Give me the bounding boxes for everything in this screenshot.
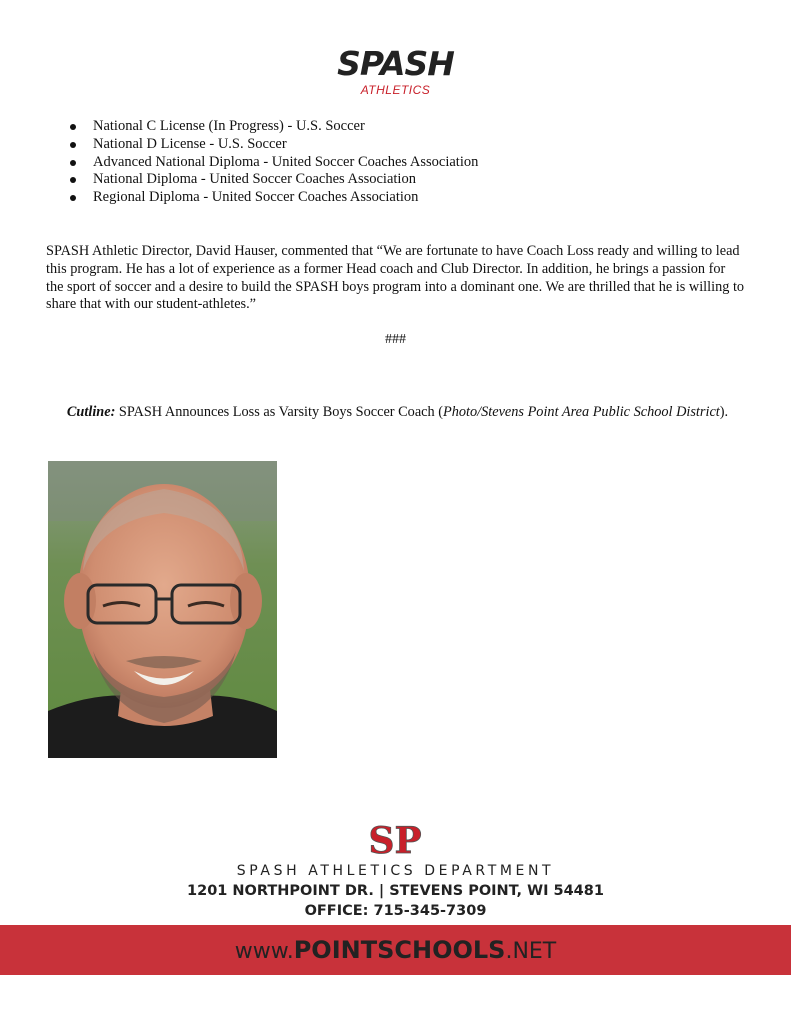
cutline-credit: Photo/Stevens Point Area Public School District [443,404,720,420]
logo-subtitle: ATHLETICS [360,83,431,97]
spash-athletics-logo [0,45,791,97]
credential-item: National D License - U.S. Soccer [70,136,478,154]
url-prefix: www. [234,939,294,964]
credential-item: National C License (In Progress) - U.S. Soccer [70,118,478,136]
end-mark: ### [385,332,406,347]
department-address: 1201 NORTHPOINT DR. | STEVENS POINT, WI 54481 [187,883,604,899]
cutline-label: Cutline: [66,404,116,420]
department-name: SPASH ATHLETICS DEPARTMENT [236,863,555,879]
office-phone: OFFICE: 715-345-7309 [304,903,487,919]
url-domain: POINTSCHOOLS [293,936,506,964]
website-url [0,935,791,967]
logo-title: SPASH [337,44,454,83]
photo-cutline [60,404,735,422]
credential-item: National Diploma - United Soccer Coaches Association [70,171,478,189]
coach-portrait-photo [48,461,277,758]
credentials-list [70,118,478,207]
url-suffix: .NET [505,939,557,964]
credential-item: Advanced National Diploma - United Soccer Coaches Association [70,154,478,172]
cutline-end: ). [719,404,729,420]
sp-monogram-logo [368,817,422,862]
athletic-director-quote: SPASH Athletic Director, David Hauser, commented that “We are fortunate to have Coach Loss ready and willing to lead this program. He has a lot of experience as a former Head coach and Club Director. In addition, he brings a passion for the sport of soccer and a desire to build the SPASH boys program into a dominant one. We are thrilled that he is willing to share that with our student-athletes.” [46,243,745,313]
cutline-text: SPASH Announces Loss as Varsity Boys Soccer Coach ( [115,404,443,420]
monogram-text: SP [368,820,422,862]
credential-item: Regional Diploma - United Soccer Coaches Association [70,189,478,207]
